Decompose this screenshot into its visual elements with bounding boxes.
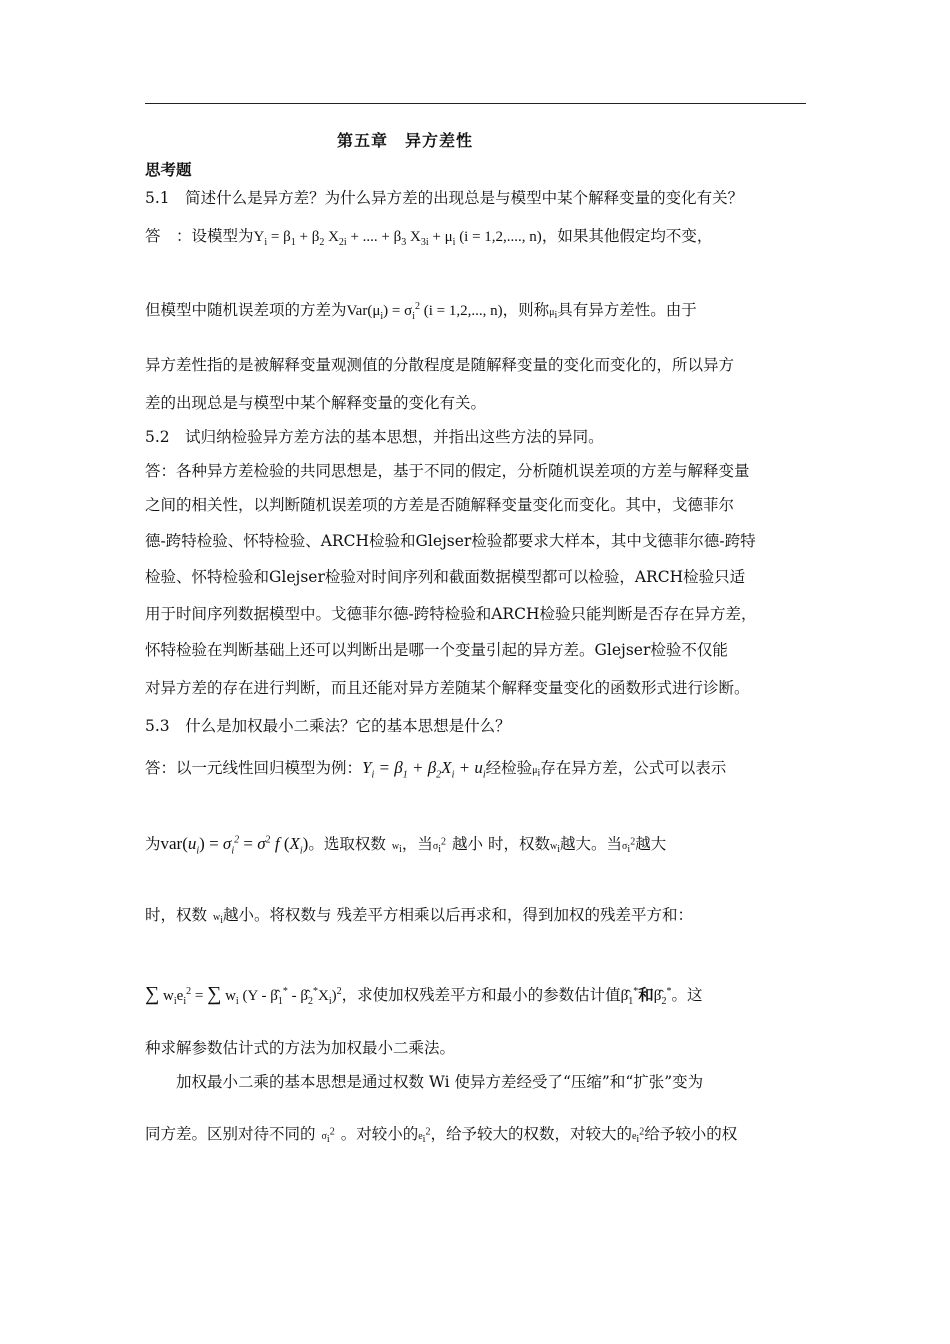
answer-5-1-line2: [145, 300, 806, 323]
answer-5-1-line1: [145, 226, 806, 247]
text: 越小。将权数与 残差平方相乘以后再求和，得到加权的残差平方和：: [223, 906, 693, 924]
question-5-1: 5.1 简述什么是异方差？为什么异方差的出现总是与模型中某个解释变量的变化有关？: [145, 189, 744, 207]
mu-i-symbol: $\mu_i$: [549, 307, 558, 321]
answer-5-1-line4: 差的出现总是与模型中某个解释变量的变化有关。: [145, 394, 487, 412]
answer-5-2-line: 怀特检验在判断基础上还可以判断出是哪一个变量引起的异方差。Glejser检验不仅能: [145, 641, 728, 659]
section-heading: 思考题: [145, 161, 192, 179]
line-prefix: 为: [145, 835, 161, 853]
line-prefix: 答：以一元线性回归模型为例：: [145, 759, 363, 777]
e-sq-symbol: $e_i^2$: [418, 1126, 431, 1145]
e-sq-symbol: $e_i^2$: [631, 1126, 645, 1145]
question-5-3: 5.3 什么是加权最小二乘法？它的基本思想是什么？: [145, 717, 511, 735]
model-formula: $Y_i = \beta_1 + \beta_2$ $X_{2i}$ + .... + $\beta_3$ $X_{3i} + \mu_i$ (i = 1,2,...., n): [253, 229, 542, 248]
w-i-symbol: $w_i$: [213, 912, 224, 926]
line-mid: 经检验: [485, 759, 533, 777]
text: ，求使加权残差平方和最小的参数估计值: [341, 986, 621, 1004]
answer-5-3-para2-line2: [145, 1124, 806, 1147]
var-formula: $var(u_i) = \sigma_i^2 = \sigma^2$ f $(X_i)$: [160, 834, 309, 857]
text: 时，权数: [145, 906, 208, 924]
chapter-title: 第五章 异方差性: [337, 131, 474, 150]
text: 。对较小的: [340, 1125, 419, 1143]
answer-suffix: ，如果其他假定均不变，: [541, 227, 713, 245]
header-rule: [145, 103, 806, 104]
answer-5-2-line: 检验、怀特检验和Glejser检验对时间序列和截面数据模型都可以检验，ARCH检验只适: [145, 568, 746, 586]
question-5-2: 5.2 试归纳检验异方差方法的基本思想，并指出这些方法的异同。: [145, 428, 604, 446]
beta2-hat-symbol: $\betâ_2^*$: [653, 986, 672, 1007]
answer-5-3-line3: [145, 905, 806, 928]
answer-5-2-line: 德-跨特检验、怀特检验、ARCH检验和Glejser检验都要求大样本，其中戈德菲尔德-跨特: [145, 532, 756, 550]
and-text: 和: [638, 986, 654, 1004]
text: 越大: [635, 835, 667, 853]
answer-5-3-line4: [145, 984, 806, 1006]
variance-formula: $Var(\mu_i) = \sigma_i^2$ (i = 1,2,..., n): [346, 301, 503, 322]
answer-5-2-line: 之间的相关性，以判断随机误差项的方差是否随解释变量变化而变化。其中，戈德菲尔: [145, 496, 735, 514]
answer-5-3-para2-line1: 加权最小二乘的基本思想是通过权数 Wi 使异方差经受了“压缩”和“扩张”变为: [176, 1073, 704, 1091]
sigma-sq-symbol: $\sigma_i^2$: [622, 836, 636, 855]
w-i-symbol: $w_i$: [549, 841, 560, 855]
sigma-sq-symbol: $\sigma_i^2$: [432, 836, 447, 855]
answer-5-3-line1: [145, 758, 806, 781]
answer-5-3-line5: 种求解参数估计式的方法为加权最小二乘法。: [145, 1039, 456, 1057]
line-mid: ，则称: [502, 301, 550, 319]
answer-5-1-line3: 异方差性指的是被解释变量观测值的分散程度是随解释变量的变化而变化的，所以异方: [145, 356, 735, 374]
regression-formula: $Y_i = \beta_1 + \beta_2X_i + u_i$: [362, 758, 486, 781]
text: 越大。当: [560, 835, 623, 853]
weighted-ssr-formula: ∑ $w_ie_i^2$ = ∑ $w_i$ ($Y - \betâ_1^*$ - $\betâ_2^*X_i)^2$: [145, 983, 342, 1007]
sigma-sq-symbol: $\sigma_i^2$: [321, 1126, 335, 1145]
w-i-symbol: $w_i$: [391, 841, 402, 855]
answer-5-2-line: 用于时间序列数据模型中。戈德菲尔德-跨特检验和ARCH检验只能判断是否存在异方差，: [145, 605, 757, 623]
answer-prefix: 答 ：设模型为: [145, 227, 254, 245]
beta1-hat-symbol: $\betâ_1^*$: [620, 986, 639, 1007]
line-suffix: 具有异方差性。由于: [557, 301, 697, 319]
text: ，给予较大的权数，对较大的: [430, 1125, 632, 1143]
mu-i-symbol: $\mu_i$: [532, 765, 541, 779]
text: 越小 时，权数: [452, 835, 550, 853]
text: 。选取权数: [308, 835, 386, 853]
answer-5-3-line2: [145, 834, 806, 857]
text: 给予较小的权: [644, 1125, 738, 1143]
answer-5-2-line: 对异方差的存在进行判断，而且还能对异方差随某个解释变量变化的函数形式进行诊断。: [145, 679, 750, 697]
text: ，当: [401, 835, 433, 853]
line-prefix: 但模型中随机误差项的方差为: [145, 301, 347, 319]
text: 同方差。区别对待不同的: [145, 1125, 316, 1143]
line-suffix: 存在异方差，公式可以表示: [540, 759, 727, 777]
text: 。这: [671, 986, 703, 1004]
answer-5-2-line: 答：各种异方差检验的共同思想是，基于不同的假定，分析随机误差项的方差与解释变量: [145, 462, 750, 480]
